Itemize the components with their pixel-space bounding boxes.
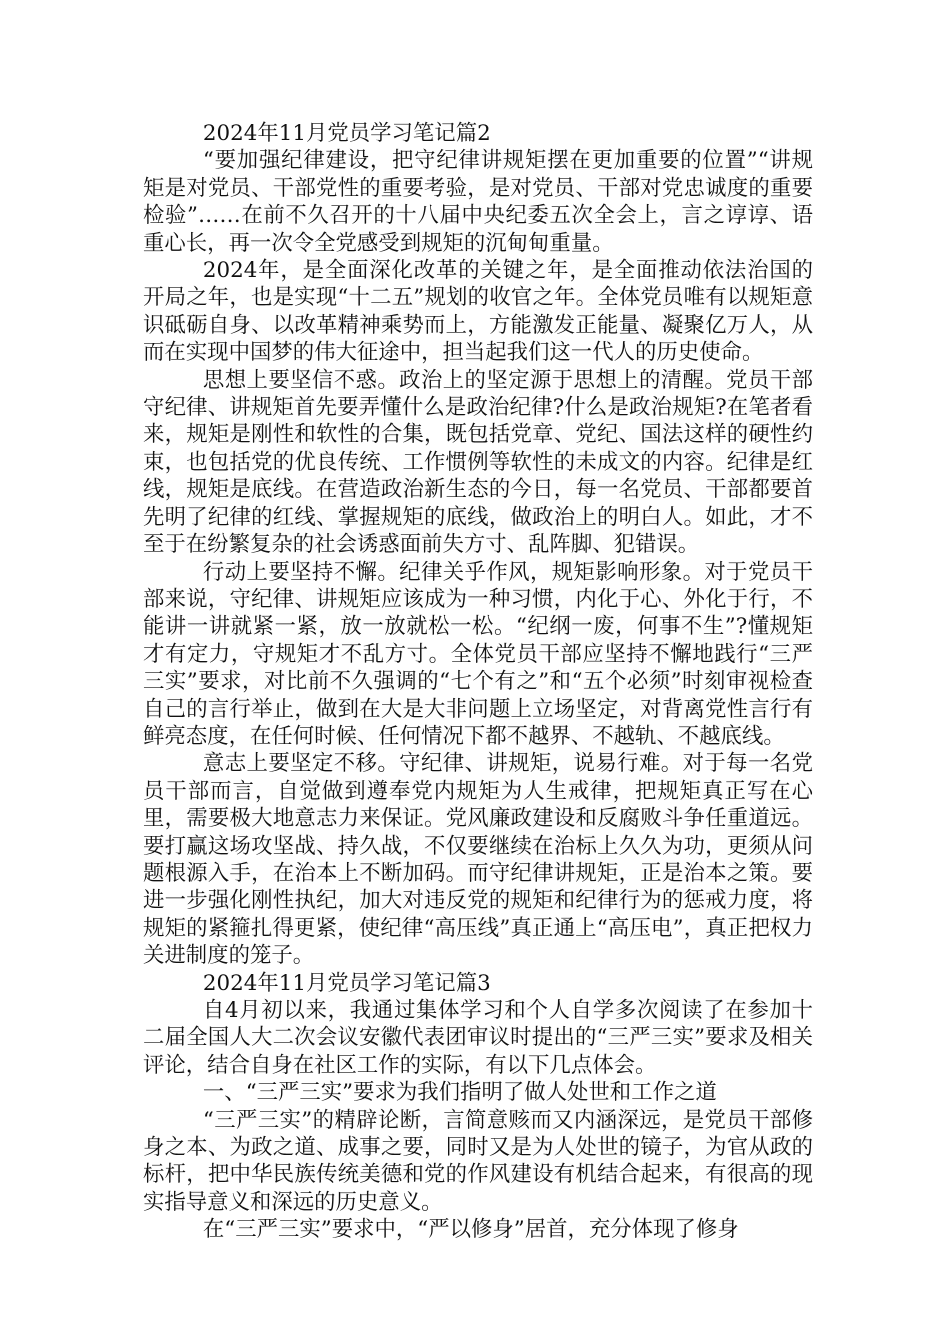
paragraph: 2024年，是全面深化改革的关键之年，是全面推动依法治国的开局之年，也是实现“十二五”规划的收官之年。全体党员唯有以规矩意识砥砺自身、以改革精神乘势而上，方能激发正能量、凝聚亿万人，从而在实现中国梦的伟大征途中，担当起我们这一代人的历史使命。: [143, 258, 813, 366]
paragraph: 行动上要坚持不懈。纪律关乎作风，规矩影响形象。对于党员干部来说，守纪律、讲规矩应该成为一种习惯，内化于心、外化于行，不能讲一讲就紧一紧，放一放就松一松。“纪纲一废，何事不生”?懂规矩才有定力，守规矩才不乱方寸。全体党员干部应坚持不懈地践行“三严三实”要求，对比前不久强调的“七个有之”和“五个必须”时刻审视检查自己的言行举止，做到在大是大非问题上立场坚定，对背离党性言行有鲜亮态度，在任何时候、任何情况下都不越界、不越轨、不越底线。: [143, 559, 813, 749]
paragraph: 自4月初以来，我通过集体学习和个人自学多次阅读了在参加十二届全国人大二次会议安徽代表团审议时提出的“三严三实”要求及相关评论，结合自身在社区工作的实际，有以下几点体会。: [143, 998, 813, 1078]
section-heading-3: 2024年11月党员学习笔记篇3: [202, 970, 491, 996]
paragraph: “三严三实”的精辟论断，言简意赅而又内涵深远，是党员干部修身之本、为政之道、成事之要，同时又是为人处世的镜子，为官从政的标杆，把中华民族传统美德和党的作风建设有机结合起来，有很高的现实指导意义和深远的历史意义。: [143, 1107, 813, 1215]
document-body: [143, 120, 813, 1244]
subheading: 一、“三严三实”要求为我们指明了做人处世和工作之道: [202, 1080, 717, 1106]
section-heading-2: 2024年11月党员学习笔记篇2: [202, 121, 491, 146]
paragraph: 在“三严三实”要求中，“严以修身”居首，充分体现了修身: [202, 1217, 739, 1243]
paragraph: 意志上要坚定不移。守纪律、讲规矩，说易行难。对于每一名党员干部而言，自觉做到遵奉党内规矩为人生戒律，把规矩真正写在心里，需要极大地意志力来保证。党风廉政建设和反腐败斗争任重道远。要打赢这场攻坚战、持久战，不仅要继续在治标上久久为功，更须从问题根源入手，在治本上不断加码。而守纪律讲规矩，正是治本之策。要进一步强化刚性执纪，加大对违反党的规矩和纪律行为的惩戒力度，将规矩的紧箍扎得更紧，使纪律“高压线”真正通上“高压电”，真正把权力关进制度的笼子。: [143, 751, 813, 969]
paragraph: 思想上要坚信不惑。政治上的坚定源于思想上的清醒。党员干部守纪律、讲规矩首先要弄懂什么是政治纪律?什么是政治规矩?在笔者看来，规矩是刚性和软性的合集，既包括党章、党纪、国法这样的硬性约束，也包括党的优良传统、工作惯例等软性的未成文的内容。纪律是红线，规矩是底线。在营造政治新生态的今日，每一名党员、干部都要首先明了纪律的红线、掌握规矩的底线，做政治上的明白人。如此，才不至于在纷繁复杂的社会诱惑面前失方寸、乱阵脚、犯错误。: [143, 367, 813, 558]
paragraph: “要加强纪律建设，把守纪律讲规矩摆在更加重要的位置”“讲规矩是对党员、干部党性的重要考验，是对党员、干部对党忠诚度的重要检验”……在前不久召开的十八届中央纪委五次全会上，言之谆谆、语重心长，再一次令全党感受到规矩的沉甸甸重量。: [143, 148, 813, 256]
